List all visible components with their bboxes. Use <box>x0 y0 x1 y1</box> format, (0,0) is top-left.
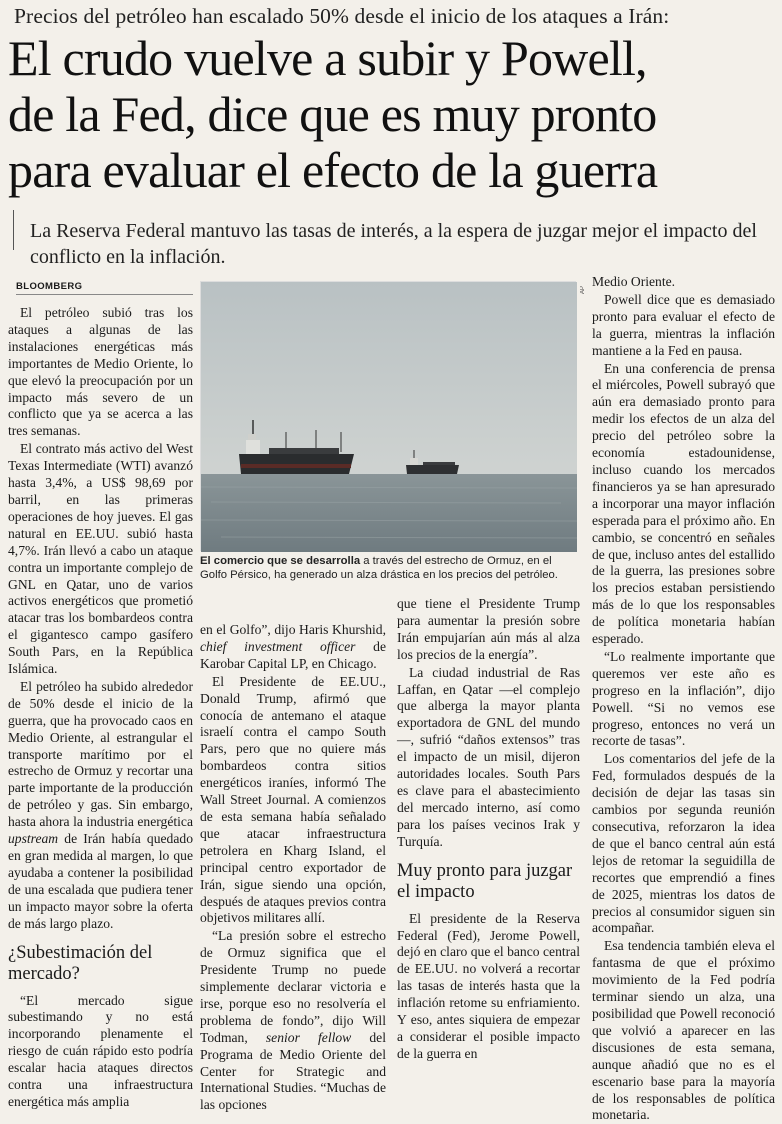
paragraph: El petróleo subió tras los ataques a algunas de las instalaciones energéticas más importantes de Medio Oriente, lo que elevó la preocupación por un impacto más severo de un conflicto que ya se acerca a las tres semanas. <box>8 305 193 439</box>
article-column-1 <box>8 305 193 1109</box>
headline-line-3: para evaluar el efecto de la guerra <box>8 142 658 198</box>
article-column-2 <box>200 622 386 1113</box>
paragraph: que tiene el Presidente Trump para aumentar la presión sobre Irán empujarían aún más al alza los precios de la energía”. <box>397 596 580 662</box>
deck-rule <box>13 210 14 250</box>
paragraph: Medio Oriente. <box>592 274 676 289</box>
byline-rule <box>16 294 193 295</box>
paragraph: Los comentarios del jefe de la Fed, formulados después de la decisión de dejar las tasas sin cambios por segunda reunión consecutiva, reforzaron la idea de que el banco central aún está lejos de retomar la seguidilla de recortes que emprendió a fines de 2025, mientras los datos de precios al consumidor siguen sin acompañar. <box>592 751 775 936</box>
paragraph: en el Golfo”, dijo Haris Khurshid, chief investment officer de Karobar Capital LP, en Chicago. <box>200 622 386 671</box>
paragraph: El presidente de la Reserva Federal (Fed), Jerome Powell, dejó en claro que el banco central de EE.UU. no volverá a recortar las tasas de interés hasta que la inflación retome su enfriamiento. Y eso, antes siquiera de empezar a considerar el posible impacto de la guerra en <box>397 910 580 1061</box>
italic-term: chief investment officer <box>200 638 356 654</box>
byline: BLOOMBERG <box>16 281 83 292</box>
article-column-4 <box>592 274 775 1123</box>
paragraph: “Lo realmente importante que queremos ver este año es progreso en la inflación”, dijo Powell. “Si no vemos ese progreso, entonces no verá un recorte de tasas”. <box>592 648 775 749</box>
news-photo <box>200 281 576 551</box>
tanker-ships-image <box>201 282 577 552</box>
italic-term: upstream <box>8 831 59 847</box>
photo-credit: AP <box>580 285 586 294</box>
headline-line-1: El crudo vuelve a subir y Powell, <box>8 30 647 86</box>
caption-text: a través del estrecho de Ormuz, en el Golfo Pérsico, ha generado un alza drástica en los precios del petróleo. <box>200 555 558 581</box>
paragraph: “La presión sobre el estrecho de Ormuz significa que el Presidente Trump no puede simplemente declarar victoria e irse, porque eso no resolvería el problema de fondo”, dijo Will Todman, senior fellow del Programa de Medio Oriente del Center for Strategic and International Studies. “Muchas de las opciones <box>200 928 386 1113</box>
paragraph: El Presidente de EE.UU., Donald Trump, afirmó que conocía de antemano el ataque israelí contra el campo South Pars, pero que no quiere más bombardeos contra sitios energéticos iraníes, informó The Wall Street Journal. A comienzos de esta semana había señalado que atacar infraestructura petrolera en Kharg Island, el principal centro exportador de Irán, sigue siendo una opción, después de ataques previos contra objetivos militares allí. <box>200 673 386 926</box>
kicker: Precios del petróleo han escalado 50% desde el inicio de los ataques a Irán: <box>14 4 670 28</box>
article-column-3 <box>397 596 580 1061</box>
photo-caption <box>200 554 580 582</box>
paragraph: En una conferencia de prensa el miércoles, Powell subrayó que aún era demasiado pronto para medir los efectos de un alza del precio del petróleo sobre la economía estadounidense, incluso cuando los mercados financieros ya se han apresurado a incorporar una mayor inflación esperada para el próximo año. En cambio, se concentró en señales de que, incluso antes del estallido de la guerra, las presiones sobre los precios estaban persistiendo más de lo que los responsables de política monetaria habían esperado. <box>592 360 775 647</box>
italic-term: senior fellow <box>265 1029 352 1045</box>
paragraph: “El mercado sigue subestimando y no está incorporando plenamente el riesgo de cuán rápido esto podría escalar hacia ataques directos contra una infraestructura energética más amplia <box>8 992 193 1109</box>
paragraph: Esa tendencia también eleva el fantasma de que el próximo movimiento de la Fed podría terminar siendo un alza, una posibilidad que Powell reconoció que volvió a aparecer en las discusiones de esta semana, aunque añadió que no es el escenario base para la mayoría de los responsables de política monetaria. <box>592 938 775 1123</box>
paragraph: El petróleo ha subido alrededor de 50% desde el inicio de la guerra, que ha provocado caos en Medio Oriente, al estrangular el transporte marítimo por el estrecho de Ormuz y recortar una parte importante de la producción de petróleo y gas. Sin embargo, hasta ahora la industria energética upstream de Irán había quedado en gran medida al margen, lo que ayudaba a contener la posibilidad de una escalada que pudiera tener un impacto mayor sobre la oferta de más largo plazo. <box>8 678 193 931</box>
deck: La Reserva Federal mantuvo las tasas de interés, a la espera de juzgar mejor el impacto del conflicto en la inflación. <box>30 220 757 268</box>
headline <box>8 30 778 198</box>
subheading-impact: Muy pronto para juzgar el impacto <box>397 860 573 902</box>
headline-line-2: de la Fed, dice que es muy pronto <box>8 86 657 142</box>
subheading-market: ¿Subestimación del mercado? <box>8 942 153 984</box>
caption-lead: El comercio que se desarrolla <box>200 555 361 567</box>
paragraph: Powell dice que es demasiado pronto para evaluar el efecto de la guerra, mientras la inflación mantiene a la Fed en pausa. <box>592 291 775 358</box>
paragraph: El contrato más activo del West Texas Intermediate (WTI) avanzó hasta 3,4%, a US$ 98,69 por barril, en las primeras operaciones de hoy jueves. El gas natural en EE.UU. subió hasta 4,7%. Irán llevó a cabo un ataque contra un importante complejo de GNL en Qatar, uno de varios activos energéticos que prometió atacar tras los bombardeos contra el gigantesco campo gasífero South Pars, en la República Islámica. <box>8 441 193 677</box>
paragraph: La ciudad industrial de Ras Laffan, en Qatar —el complejo que alberga la mayor planta exportadora de GNL del mundo—, sufrió “daños extensos” tras el impacto de un misil, dijeron autoridades locales. South Pars es clave para el abastecimiento del mercado interno, así como para los países vecinos Irak y Turquía. <box>397 664 580 849</box>
